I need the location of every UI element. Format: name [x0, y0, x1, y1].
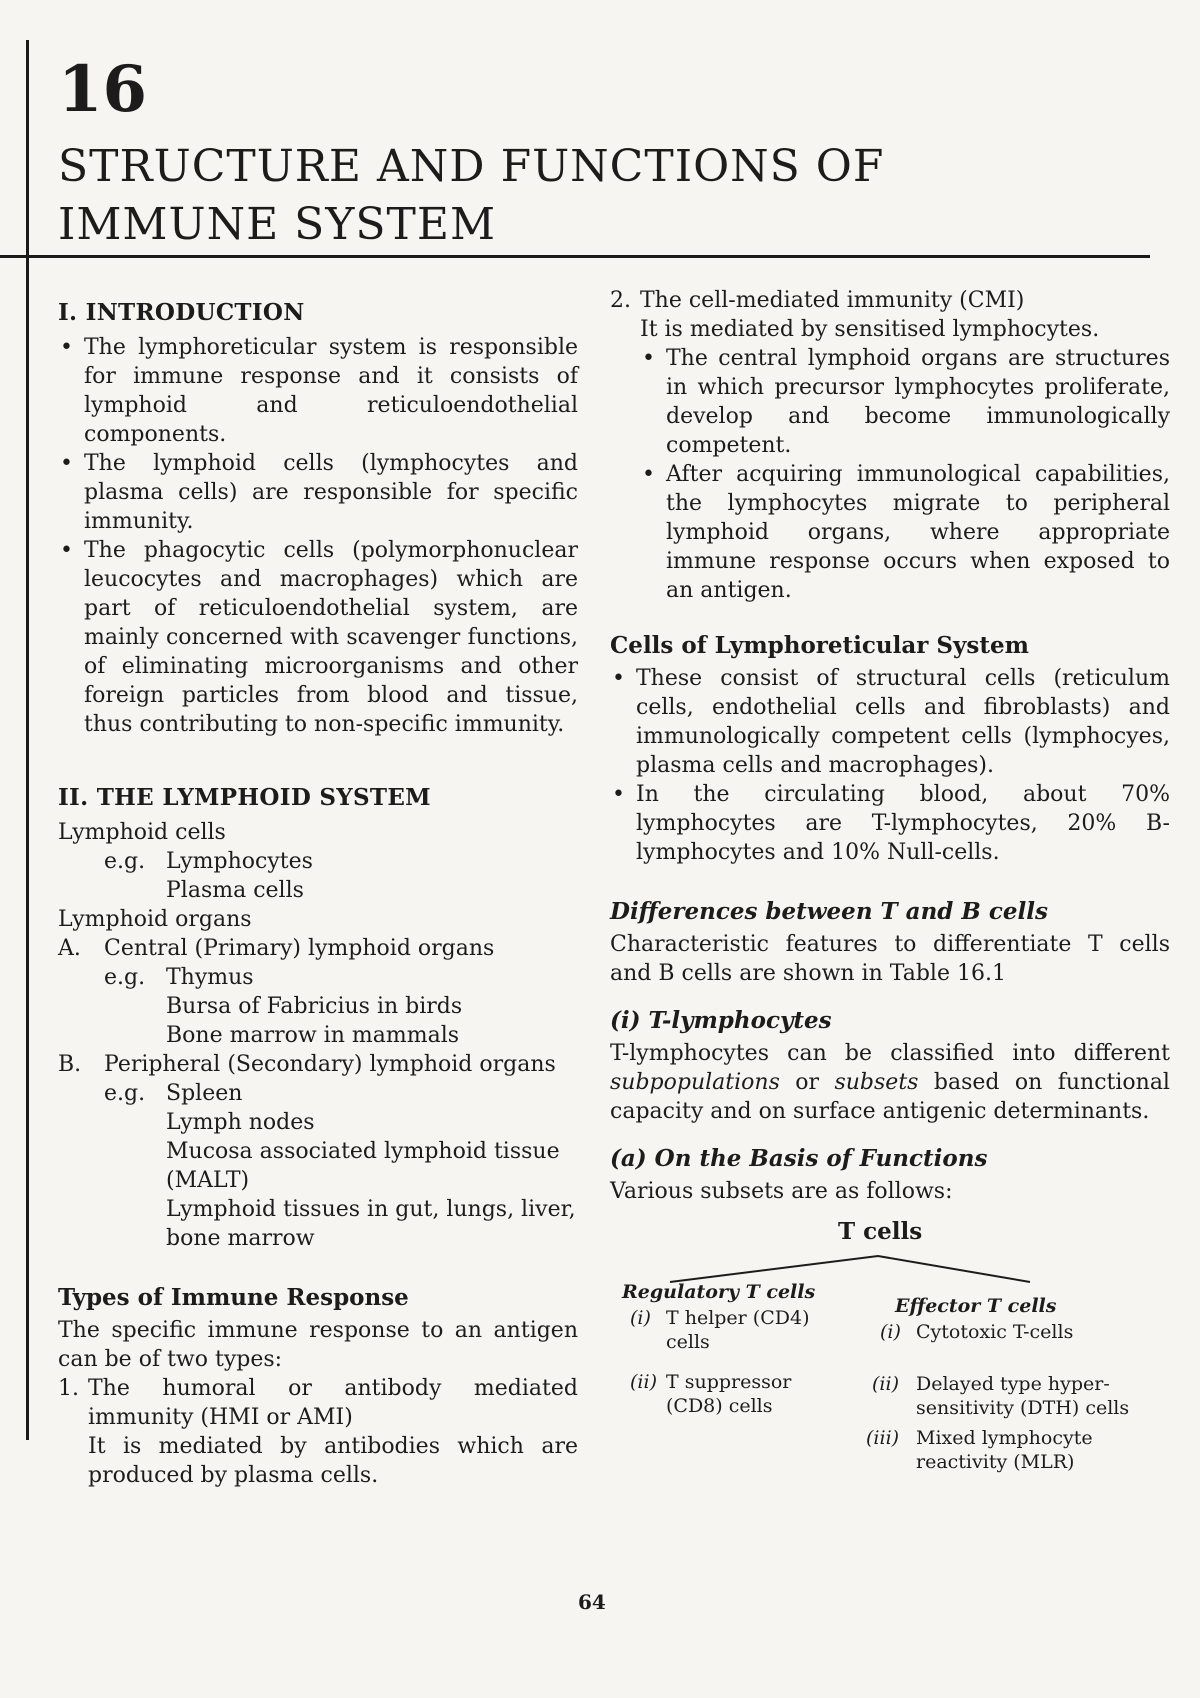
- types-item-1-num: 1.: [58, 1376, 79, 1401]
- central-label-text: Central (Primary) lymphoid organs: [104, 936, 495, 961]
- intro-bullets: [58, 333, 578, 739]
- effector-item-3-num: (iii): [866, 1427, 900, 1449]
- central-letter: A.: [58, 936, 81, 961]
- tree-root: T cells: [838, 1218, 923, 1245]
- central-organ-3: Bone marrow in mammals: [166, 1023, 460, 1048]
- effector-item-3: [866, 1426, 1162, 1474]
- tlym-text-b: based on functional capacity and on surface antigenic determinants.: [610, 1070, 1170, 1124]
- regulatory-heading: Regulatory T cells: [622, 1281, 816, 1303]
- basis-text: Various subsets are as follows:: [610, 1179, 953, 1204]
- tlym-or: or: [795, 1070, 820, 1095]
- regulatory-item-1: [630, 1306, 860, 1354]
- types-item-2-title: The cell-mediated immunity (CMI): [640, 288, 1025, 313]
- central-organ-2: Bursa of Fabricius in birds: [166, 994, 463, 1019]
- peripheral-organ-1: [58, 1079, 578, 1108]
- peripheral-organ-3: Mucosa associated lymphoid tissue (MALT): [166, 1139, 560, 1193]
- types-item-2-bullet-1: • The central lymphoid organs are structures in which precursor lymphocytes proliferate, develop and become immunologically competent.: [640, 344, 1170, 460]
- cells-lr-bullets: [610, 664, 1170, 867]
- eg-label: e.g.: [104, 965, 146, 990]
- chapter-title-line1: STRUCTURE AND FUNCTIONS OF: [58, 141, 885, 192]
- tlym-sub1: subpopulations: [610, 1070, 780, 1095]
- lymphoid-cell-1: [58, 847, 578, 876]
- types-item-2: [610, 286, 1170, 605]
- tlym-sub2: subsets: [834, 1070, 919, 1095]
- types-item-2-text: It is mediated by sensitised lymphocytes.: [640, 317, 1100, 342]
- effector-item-1-num: (i): [880, 1321, 901, 1343]
- tlym-text-a: T-lymphocytes can be classified into different: [610, 1041, 1170, 1066]
- regulatory-item-2: [630, 1370, 860, 1418]
- right-column: [610, 286, 1170, 1480]
- intro-bullet-3: • The phagocytic cells (polymorphonuclear leucocytes and macrophages) which are part of reticuloendothelial system, are mainly concerned with scavenger functions, of eliminating microorganisms and other foreign particles from blood and tissue, thus contributing to non-specific immunity.: [58, 536, 578, 739]
- chapter-number: 16: [58, 52, 148, 127]
- left-column: [58, 298, 578, 1490]
- effector-item-1: [880, 1320, 1160, 1344]
- eg-label: e.g.: [104, 1081, 146, 1106]
- lymphoid-heading: II. THE LYMPHOID SYSTEM: [58, 784, 431, 811]
- regulatory-item-1-text: T helper (CD4) cells: [666, 1307, 810, 1353]
- peripheral-organs-label: [58, 1050, 578, 1079]
- lymphoid-cell-2: Plasma cells: [166, 878, 304, 903]
- basis-heading: (a) On the Basis of Functions: [610, 1145, 988, 1172]
- effector-item-1-text: Cytotoxic T-cells: [916, 1321, 1074, 1343]
- types-heading: Types of Immune Response: [58, 1284, 409, 1311]
- peripheral-organ-2: Lymph nodes: [166, 1110, 315, 1135]
- regulatory-item-2-text: T suppressor (CD8) cells: [666, 1371, 792, 1417]
- types-item-2-num: 2.: [610, 288, 631, 313]
- tlym-text: [610, 1039, 1170, 1126]
- types-item-2-bullet-2: • After acquiring immunological capabilities, the lymphocytes migrate to peripheral lymphoid organs, where appropriate immune response occurs when exposed to an antigen.: [640, 460, 1170, 605]
- types-intro: The specific immune response to an antigen can be of two types:: [58, 1318, 578, 1372]
- types-list: [58, 1374, 578, 1490]
- eg-label: e.g.: [104, 849, 146, 874]
- peripheral-organ-4: Lymphoid tissues in gut, lungs, liver, bone marrow: [166, 1197, 576, 1251]
- effector-item-2-text: Delayed type hyper-sensitivity (DTH) cells: [916, 1373, 1130, 1419]
- header-rule: [0, 255, 1150, 258]
- chapter-title: [58, 138, 1058, 254]
- lymphoid-cells-label: Lymphoid cells: [58, 820, 226, 845]
- regulatory-item-2-num: (ii): [630, 1371, 657, 1393]
- diff-heading: Differences between T and B cells: [610, 898, 1048, 925]
- central-organs-label: [58, 934, 578, 963]
- tlym-heading: (i) T-lymphocytes: [610, 1007, 832, 1034]
- page-number: 64: [578, 1590, 606, 1614]
- intro-bullet-2: • The lymphoid cells (lymphocytes and plasma cells) are responsible for specific immunity.: [58, 449, 578, 536]
- peripheral-organ-1-text: Spleen: [166, 1081, 243, 1106]
- cells-lr-heading: Cells of Lymphoreticular System: [610, 632, 1029, 659]
- vertical-rule: [26, 40, 29, 1440]
- regulatory-item-1-num: (i): [630, 1307, 651, 1329]
- peripheral-letter: B.: [58, 1052, 82, 1077]
- cells-lr-bullet-2: • In the circulating blood, about 70% lymphocytes are T-lymphocytes, 20% B-lymphocytes and 10% Null-cells.: [610, 780, 1170, 867]
- effector-item-3-text: Mixed lymphocyte reactivity (MLR): [916, 1427, 1093, 1473]
- cells-lr-bullet-1: • These consist of structural cells (reticulum cells, endothelial cells and fibroblasts) and immunologically competent cells (lymphocyes, plasma cells and macrophages).: [610, 664, 1170, 780]
- types-list-cont: [610, 286, 1170, 605]
- intro-heading: I. INTRODUCTION: [58, 299, 305, 326]
- peripheral-label-text: Peripheral (Secondary) lymphoid organs: [104, 1052, 556, 1077]
- types-item-1: [58, 1374, 578, 1490]
- types-item-1-title: The humoral or antibody mediated immunity (HMI or AMI): [88, 1376, 578, 1430]
- central-organ-1: [58, 963, 578, 992]
- effector-heading: Effector T cells: [895, 1295, 1057, 1317]
- diff-text: Characteristic features to differentiate T cells and B cells are shown in Table 16.1: [610, 932, 1170, 986]
- intro-bullet-1: • The lymphoreticular system is responsible for immune response and it consists of lymphoid and reticuloendothelial components.: [58, 333, 578, 449]
- effector-item-2: [872, 1372, 1162, 1420]
- chapter-title-line2: IMMUNE SYSTEM: [58, 199, 497, 250]
- types-item-1-text: It is mediated by antibodies which are produced by plasma cells.: [88, 1434, 578, 1488]
- effector-item-2-num: (ii): [872, 1373, 899, 1395]
- types-item-2-bullets: [640, 344, 1170, 605]
- lymphoid-cell-1-text: Lymphocytes: [166, 849, 313, 874]
- t-cells-tree: [610, 1220, 1170, 1480]
- central-organ-1-text: Thymus: [166, 965, 254, 990]
- lymphoid-organs-label: Lymphoid organs: [58, 907, 252, 932]
